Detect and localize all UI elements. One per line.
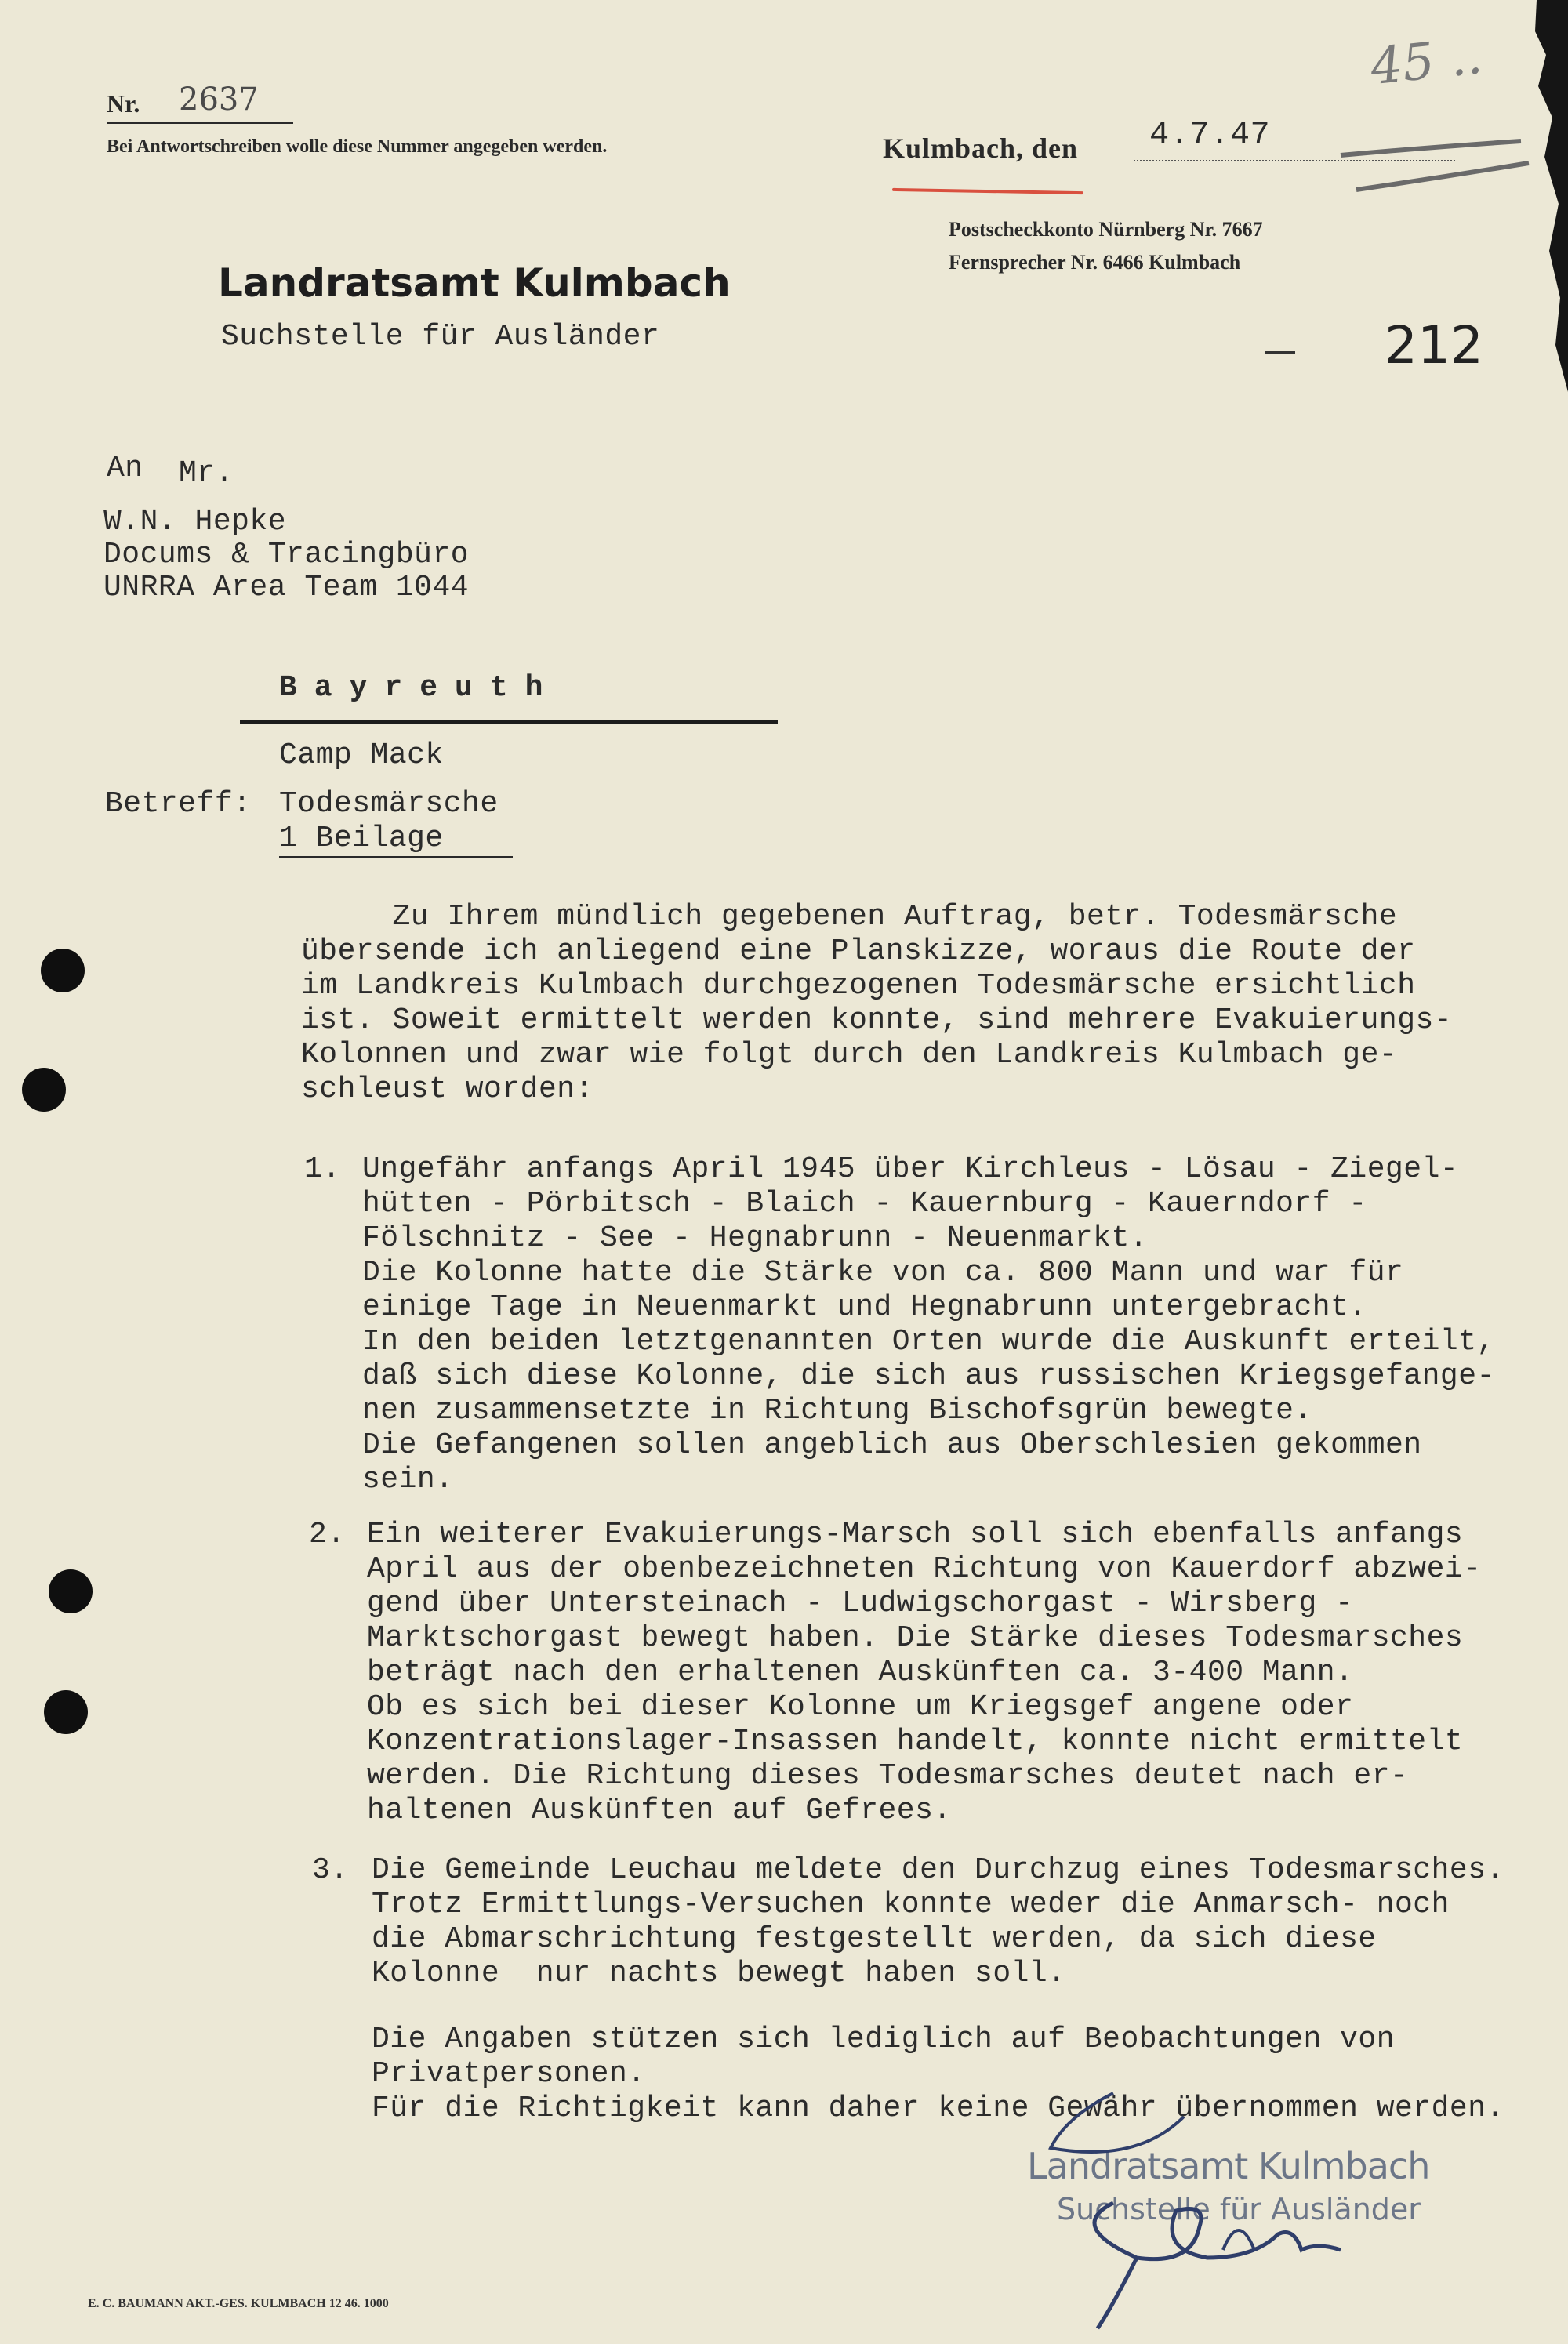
red-pencil-mark xyxy=(892,188,1083,194)
archive-dash xyxy=(1265,351,1295,354)
body-line: im Landkreis Kulmbach durchgezogenen Todesmärsche ersichtlich xyxy=(301,969,1416,1003)
item-line: Die Gemeinde Leuchau meldete den Durchzug eines Todesmarsches. xyxy=(372,1853,1504,1887)
item-line: werden. Die Richtung dieses Todesmarsches deutet nach er- xyxy=(367,1759,1409,1793)
nr-label: Nr. xyxy=(107,89,140,118)
place-label: Kulmbach, den xyxy=(883,132,1079,164)
an-label: An xyxy=(107,452,143,485)
punch-hole xyxy=(44,1690,88,1734)
handwritten-signature xyxy=(1019,2070,1380,2336)
item-line: Ein weiterer Evakuierungs-Marsch soll sich ebenfalls anfangs xyxy=(367,1518,1464,1551)
body-line: ist. Soweit ermittelt werden konnte, sind mehrere Evakuierungs- xyxy=(301,1003,1453,1037)
nr-value: 2637 xyxy=(179,82,259,118)
item-line: Ob es sich bei dieser Kolonne um Kriegsgef angene oder xyxy=(367,1690,1354,1724)
item-line: einige Tage in Neuenmarkt und Hegnabrunn untergebracht. xyxy=(362,1290,1367,1324)
item-line: Fölschnitz - See - Hegnabrunn - Neuenmarkt. xyxy=(362,1221,1149,1255)
item-line: Ungefähr anfangs April 1945 über Kirchleus - Lösau - Ziegel- xyxy=(362,1152,1459,1186)
punch-hole xyxy=(41,949,85,992)
recipient-camp: Camp Mack xyxy=(279,738,444,772)
item-line: In den beiden letztgenannten Orten wurde die Auskunft erteilt, xyxy=(362,1325,1495,1359)
item-line: sein. xyxy=(362,1463,454,1497)
item-line: April aus der obenbezeichneten Richtung von Kauerdorf abzwei- xyxy=(367,1552,1482,1586)
item-line: Kolonne nur nachts bewegt haben soll. xyxy=(372,1957,1066,1990)
body-line: schleust worden: xyxy=(301,1072,593,1106)
body-line: übersende ich anliegend eine Planskizze, woraus die Route der xyxy=(301,934,1416,968)
enclosure-underline xyxy=(279,856,513,858)
item-line: beträgt nach den erhaltenen Auskünften ca. 3-400 Mann. xyxy=(367,1656,1354,1689)
printer-note: E. C. BAUMANN AKT.-GES. KULMBACH 12 46. 1000 xyxy=(88,2297,389,2310)
item-line: Marktschorgast bewegt haben. Die Stärke dieses Todesmarsches xyxy=(367,1621,1464,1655)
punch-hole xyxy=(22,1068,66,1112)
closing-line: Privatpersonen. xyxy=(372,2057,646,2091)
item-line: haltenen Auskünften auf Gefrees. xyxy=(367,1794,952,1827)
answer-note: Bei Antwortschreiben wolle diese Nummer angegeben werden. xyxy=(107,136,608,157)
item-line: Konzentrationslager-Insassen handelt, konnte nicht ermittelt xyxy=(367,1725,1464,1758)
subject-title: Todesmärsche xyxy=(279,787,499,821)
recipient-name: W.N. Hepke xyxy=(103,505,287,539)
recipient-organisation: UNRRA Area Team 1044 xyxy=(103,571,470,604)
closing-line: Für die Richtigkeit kann daher keine Gewähr übernommen werden. xyxy=(372,2092,1504,2125)
subject-enclosure: 1 Beilage xyxy=(279,822,444,855)
nr-underline xyxy=(107,122,293,124)
item-line: gend über Untersteinach - Ludwigschorgast - Wirsberg - xyxy=(367,1587,1354,1620)
body-line: Kolonnen und zwar wie folgt durch den Landkreis Kulmbach ge- xyxy=(301,1038,1398,1072)
stamp-department: Suchstelle für Ausländer xyxy=(1057,2192,1421,2226)
item-line: nen zusammensetzte in Richtung Bischofsgrün bewegte. xyxy=(362,1394,1312,1428)
archive-number: 212 xyxy=(1385,315,1483,376)
subject-label: Betreff: xyxy=(105,787,252,821)
stamp-office: Landratsamt Kulmbach xyxy=(1027,2145,1430,2187)
office-subtitle: Suchstelle für Ausländer xyxy=(221,320,660,354)
recipient-city: Bayreuth xyxy=(279,671,561,705)
item-line: Die Kolonne hatte die Stärke von ca. 800 Mann und war für xyxy=(362,1256,1404,1290)
postscheck-info: Postscheckkonto Nürnberg Nr. 7667 xyxy=(949,218,1263,241)
item-line: Trotz Ermittlungs-Versuchen konnte weder die Anmarsch- noch xyxy=(372,1888,1450,1921)
pencil-strokes xyxy=(1333,125,1537,204)
item-line: hütten - Pörbitsch - Blaich - Kauernburg - Kauerndorf - xyxy=(362,1187,1367,1221)
city-underline xyxy=(240,720,778,724)
recipient-salutation: Mr. xyxy=(179,456,234,490)
item-number: 3. xyxy=(312,1853,349,1887)
item-line: daß sich diese Kolonne, die sich aus russischen Kriegsgefange- xyxy=(362,1359,1495,1393)
item-line: Die Gefangenen sollen angeblich aus Oberschlesien gekommen xyxy=(362,1428,1422,1462)
recipient-department: Docums & Tracingbüro xyxy=(103,538,470,571)
item-number: 1. xyxy=(304,1152,341,1186)
torn-edge xyxy=(1490,0,1568,408)
office-name: Landratsamt Kulmbach xyxy=(218,260,731,306)
item-line: die Abmarschrichtung festgestellt werden, da sich diese xyxy=(372,1922,1377,1956)
phone-info: Fernsprecher Nr. 6466 Kulmbach xyxy=(949,251,1241,274)
letter-date: 4.7.47 xyxy=(1149,116,1271,154)
body-line: Zu Ihrem mündlich gegebenen Auftrag, betr. Todesmärsche xyxy=(301,900,1398,934)
closing-line: Die Angaben stützen sich lediglich auf Beobachtungen von xyxy=(372,2023,1396,2056)
item-number: 2. xyxy=(309,1518,346,1551)
punch-hole xyxy=(49,1569,93,1613)
corner-handwritten-number: 45 .. xyxy=(1367,27,1485,97)
